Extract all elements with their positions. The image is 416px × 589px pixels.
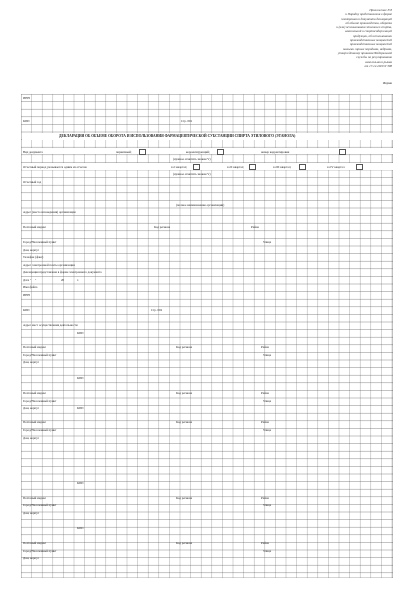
label-year: Отчетный год: [23, 180, 42, 184]
label-house: Дом, корпус: [23, 247, 40, 252]
label-phone: Телефон (факс): [23, 255, 44, 259]
label-city-block-x: Город/Населенный пункт: [23, 398, 57, 403]
doctype-checkbox-2[interactable]: [339, 149, 346, 155]
label-house-block-0: Дом, корпус: [23, 360, 40, 364]
label-year-g: г.: [77, 277, 79, 282]
label-city-block-2: Город/Населенный пункт: [23, 503, 57, 507]
label-region-block-x: Код региона: [176, 391, 193, 395]
appendix-title: Приложение N 8: [369, 8, 392, 12]
label-kpp-block-x: КПП: [77, 376, 84, 380]
label-postal-block-2: Почтовый индекс: [23, 495, 47, 500]
appendix-line: продукции, об использовании: [352, 33, 392, 38]
label-activity-address: Адрес мест осуществления деятельности: [23, 322, 78, 327]
appendix-line: к Порядку представления в форме: [345, 12, 392, 17]
period-checkbox-1[interactable]: [249, 164, 256, 170]
appendix-lines: [242, 12, 392, 68]
appendix-line: службы по регулированию: [356, 55, 392, 60]
label-q2: за II квартал;: [227, 164, 245, 169]
appendix-block: [242, 8, 392, 68]
appendix-line: малыми горных породами, недрами,: [343, 46, 392, 51]
label-kpp: КПП: [23, 118, 30, 123]
label-street: Улица: [263, 240, 272, 244]
label-mark-v-2: (нужное отметить знаком V): [173, 172, 211, 176]
label-period: Отчетный период указывается одним из отчетов: [23, 164, 87, 169]
label-district-block-2: Район: [261, 495, 269, 500]
doctype-checkbox-1[interactable]: [217, 149, 224, 155]
period-checkbox-2[interactable]: [299, 164, 306, 170]
appendix-line: об объеме производства, оборота: [345, 20, 392, 25]
label-inn-2: ИНН: [23, 292, 30, 297]
label-kpp-block-0: КПП: [77, 330, 84, 335]
label-inn: ИНН: [23, 95, 30, 100]
label-region-block-0: Код региона: [176, 345, 193, 349]
label-corr-num: номер корректировки: [261, 149, 290, 154]
label-kpp-block-1: КПП: [77, 406, 84, 410]
label-postal: Почтовый индекс: [23, 225, 47, 229]
label-district-block-0: Район: [261, 345, 269, 349]
appendix-line: от 17.12.2020 N 398: [364, 63, 392, 68]
label-house-block-x: Дом, корпус: [23, 405, 40, 410]
label-q3: за III квартал;: [273, 164, 292, 169]
declaration-title: ДЕКЛАРАЦИЯ ОБ ОБЪЕМЕ ОБОРОТА И ИСПОЛЬЗОВАНИЯ ФАРМАЦЕВТИЧЕСКОЙ СУБСТАНЦИИ СПИРТА ЭТИЛОВОГО (ЭТАНОЛА): [59, 134, 296, 138]
label-district: Район: [251, 225, 259, 229]
label-page2: Стр. 002: [151, 307, 163, 312]
label-house-block-2: Дом, корпус: [23, 511, 40, 515]
label-region: Код региона: [154, 225, 171, 229]
appendix-line: утвержденному приказом Федеральной: [338, 50, 392, 55]
label-street-block-0: Улица: [263, 352, 272, 357]
label-primary: первичный;: [116, 149, 132, 154]
label-date-quote: ": [35, 277, 37, 282]
appendix-line: алкогольной и спиртосодержащей: [344, 29, 392, 34]
label-region-block-1: Код региона: [176, 420, 193, 424]
label-street-block-1: Улица: [263, 428, 272, 432]
label-postal-block-3: Почтовый индекс: [23, 541, 47, 545]
label-q1: за I квартал;: [171, 164, 188, 169]
label-kpp-block-2: КПП: [77, 481, 84, 485]
label-mark-v: (нужное отметить знаком V): [173, 156, 211, 161]
label-district-block-x: Район: [261, 391, 269, 395]
period-checkbox-0[interactable]: [193, 164, 200, 170]
period-checkbox-3[interactable]: [356, 164, 363, 170]
label-region-block-3: Код региона: [176, 541, 193, 545]
label-filename: Имя файла: [23, 285, 38, 289]
label-corrective: корректирующий;: [186, 149, 210, 154]
label-postal-block-x: Почтовый индекс: [23, 391, 47, 395]
appendix-line: алкогольного рынка: [365, 59, 392, 64]
label-district-block-1: Район: [261, 420, 269, 424]
appendix-line: производственных мощностей: [349, 38, 392, 43]
label-street-block-3: Улица: [263, 549, 272, 553]
appendix-line: электронного документа деклараций: [341, 16, 392, 21]
label-city-block-1: Город/Населенный пункт: [23, 428, 57, 432]
appendix-line: производственных мощностей: [349, 42, 392, 47]
label-doc-type: Вид документа: [23, 149, 43, 154]
label-city-block-0: Город/Населенный пункт: [23, 352, 57, 357]
label-q4: за IV квартал: [327, 164, 345, 169]
label-email: Адрес электронной почты организации: [23, 262, 75, 267]
label-house-block-3: Дом, корпус: [23, 556, 40, 560]
label-year-20: 20: [61, 277, 65, 282]
label-address: Адрес (место нахождения) организации: [23, 210, 76, 214]
form-label: Форма: [382, 81, 392, 85]
label-postal-block-1: Почтовый индекс: [23, 420, 47, 424]
label-street-block-x: Улица: [263, 398, 272, 403]
appendix-line: и (или) использования этилового спирта,: [336, 25, 392, 30]
label-street-block-2: Улица: [263, 503, 272, 507]
label-region-block-2: Код региона: [176, 495, 193, 500]
label-kpp-block-3: КПП: [77, 526, 84, 530]
label-postal-block-0: Почтовый индекс: [23, 345, 47, 349]
label-house-block-1: Дом, корпус: [23, 435, 40, 440]
label-date: Дата ": [23, 277, 32, 282]
label-city: Город/Населенный пункт: [23, 240, 57, 244]
label-page1: Стр. 001: [181, 118, 193, 123]
label-city-block-3: Город/Населенный пункт: [23, 549, 57, 553]
label-district-block-3: Район: [261, 541, 269, 545]
doctype-checkbox-0[interactable]: [139, 149, 146, 155]
label-kpp-2: КПП: [23, 307, 30, 312]
label-org-name: (полное наименование организации): [176, 202, 225, 207]
label-submitted: Декларация представлена в форме электронного документа: [23, 270, 102, 274]
